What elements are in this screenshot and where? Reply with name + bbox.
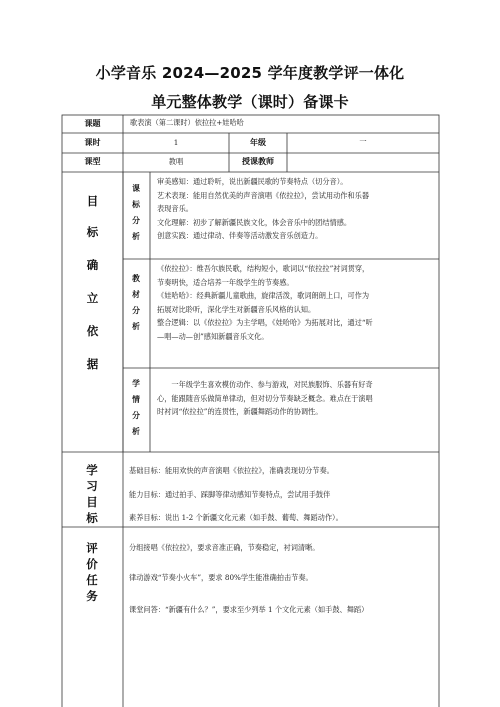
materials-line: 《娃哈哈》：经典新疆儿童歌曲，旋律活泼，歌词朗朗上口，可作为 bbox=[157, 291, 370, 300]
basis-label-char: 依 bbox=[86, 324, 99, 338]
grade-value: 一 bbox=[359, 137, 367, 146]
standards-line: 艺术表现：能用自然优美的声音演唱《依拉拉》，尝试用动作和乐器 bbox=[157, 190, 370, 200]
objectives-label-char: 学 bbox=[86, 463, 98, 477]
objective-item: 基础目标：能用欢快的声音演唱《依拉拉》，准确表现切分节奏。 bbox=[129, 466, 334, 475]
students-label-char: 学 bbox=[132, 379, 140, 388]
topic-label: 课题 bbox=[84, 119, 101, 128]
materials-line: 《依拉拉》：维吾尔族民歌，结构短小，歌词以“依拉拉”衬词贯穿， bbox=[157, 264, 370, 273]
students-text bbox=[157, 378, 435, 419]
students-line: 时衬词“依拉拉”的连贯性，新疆舞蹈动作的协调性。 bbox=[157, 407, 323, 416]
objectives-label-char: 习 bbox=[86, 479, 98, 493]
evaluation-label-char: 评 bbox=[86, 541, 98, 555]
type-label: 课型 bbox=[84, 157, 101, 166]
evaluation-item: 律动游戏“节奏小火车”，要求 80%学生能准确拍击节奏。 bbox=[129, 573, 313, 582]
standards-line: 文化理解：初步了解新疆民族文化，体会音乐中的团结情感。 bbox=[157, 217, 352, 227]
basis-label-char: 标 bbox=[86, 225, 99, 239]
materials-label-char: 分 bbox=[132, 306, 140, 315]
standards-text bbox=[157, 175, 435, 243]
students-label-char: 析 bbox=[132, 427, 140, 436]
standards-label-char: 标 bbox=[132, 200, 140, 209]
materials-text bbox=[157, 262, 435, 343]
standards-line: 创意实践：通过律动、伴奏等活动激发音乐创造力。 bbox=[157, 231, 323, 240]
students-label-char: 分 bbox=[132, 411, 140, 420]
evaluation-label-char: 务 bbox=[86, 589, 98, 603]
evaluation-item: 课堂问答：“新疆有什么？”，要求至少列举 1 个文化元素（如手鼓、舞蹈） bbox=[129, 605, 369, 614]
period-value: 1 bbox=[173, 138, 179, 147]
teacher-label: 授课教师 bbox=[242, 157, 274, 166]
materials-label-char: 析 bbox=[132, 322, 140, 331]
standards-label-char: 析 bbox=[132, 232, 140, 241]
students-label-char: 情 bbox=[132, 395, 140, 404]
page-title-line2: 单元整体教学（课时）备课卡 bbox=[151, 93, 349, 111]
standards-label-char: 课 bbox=[132, 184, 140, 193]
standards-label-char: 分 bbox=[132, 216, 140, 225]
topic-value: 歌表演（第二课时）依拉拉+娃哈哈 bbox=[130, 118, 244, 127]
basis-label-char: 立 bbox=[86, 291, 99, 305]
materials-line: —唱—动—创”感知新疆音乐文化。 bbox=[157, 331, 269, 341]
objectives-label-char: 目 bbox=[86, 495, 98, 509]
materials-label-char: 材 bbox=[132, 290, 140, 299]
students-line: 心，能跟随音乐做简单律动，但对切分节奏缺乏概念。难点在于演唱 bbox=[157, 393, 373, 403]
grade-label: 年级 bbox=[250, 138, 266, 147]
materials-line: 拓展对比聆听，深化学生对新疆音乐风格的认知。 bbox=[157, 304, 316, 314]
objective-item: 能力目标：通过拍手、踩脚等律动感知节奏特点，尝试用手鼓伴 bbox=[129, 490, 331, 499]
evaluation-item: 分组接唱《依拉拉》，要求音准正确，节奏稳定，衬词清晰。 bbox=[129, 543, 320, 552]
materials-line: 节奏明快，适合培养一年级学生的节奏感。 bbox=[157, 277, 294, 287]
standards-line: 表现音乐。 bbox=[157, 204, 193, 213]
students-line: 一年级学生喜欢模仿动作、参与游戏，对民族服饰、乐器有好奇 bbox=[171, 380, 373, 389]
basis-label-char: 据 bbox=[86, 357, 99, 371]
evaluation-label-char: 任 bbox=[86, 573, 98, 587]
type-value: 教唱 bbox=[168, 157, 184, 166]
basis-label-char: 目 bbox=[86, 194, 99, 208]
basis-label-char: 确 bbox=[86, 258, 99, 272]
period-label: 课时 bbox=[84, 138, 101, 147]
evaluation-label-char: 价 bbox=[86, 557, 98, 571]
objective-item: 素养目标：说出 1-2 个新疆文化元素（如手鼓、葡萄、舞蹈动作）。 bbox=[129, 513, 343, 522]
objectives-label-char: 标 bbox=[86, 511, 98, 525]
materials-line: 整合逻辑：以《依拉拉》为主学唱，《娃哈哈》为拓展对比，通过“听 bbox=[157, 318, 373, 327]
page-title-line1: 小学音乐 2024—2025 学年度教学评一体化 bbox=[95, 64, 405, 82]
materials-label-char: 教 bbox=[132, 274, 140, 283]
standards-line: 审美感知：通过聆听，说出新疆民歌的节奏特点（切分音）。 bbox=[157, 177, 348, 186]
